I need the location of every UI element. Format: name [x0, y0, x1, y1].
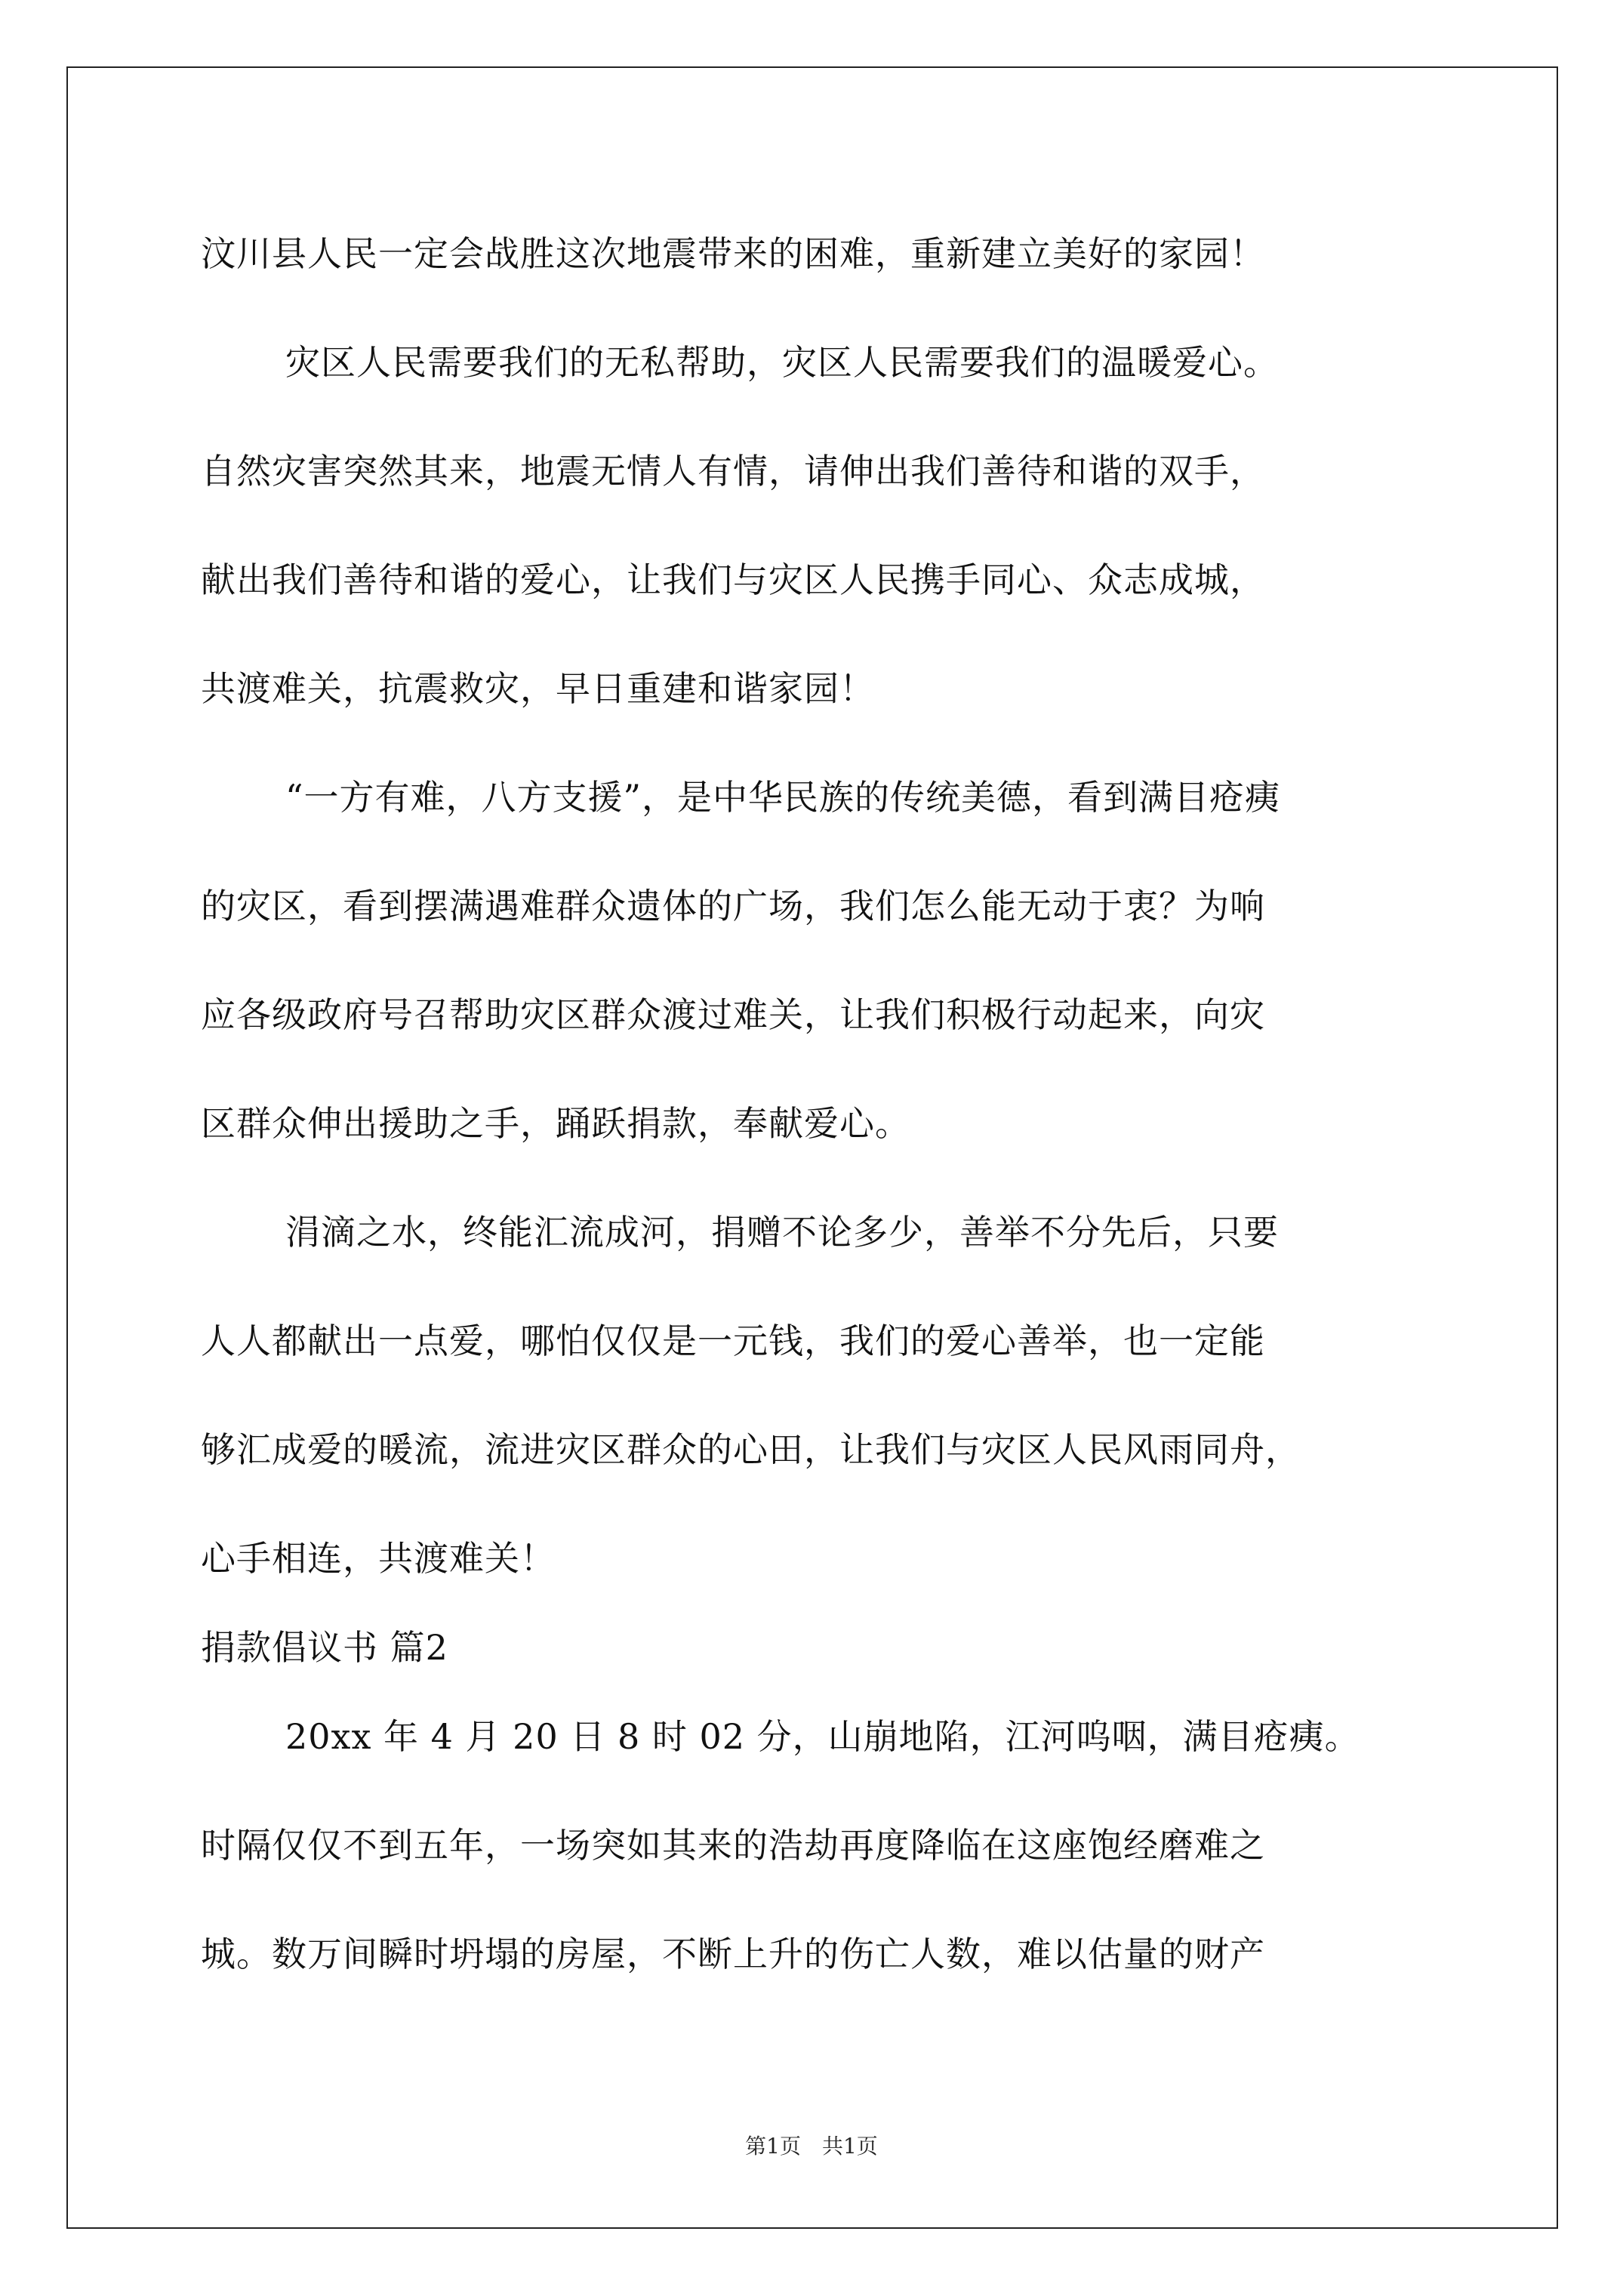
- text-line: 区群众伸出援助之手，踊跃捐款，奉献爱心。: [201, 1103, 910, 1144]
- text-line: 汶川县人民一定会战胜这次地震带来的困难，重新建立美好的家园！: [201, 233, 1265, 274]
- text-line: 献出我们善待和谐的爱心，让我们与灾区人民携手同心、众志成城，: [201, 559, 1265, 600]
- text-line: 城。数万间瞬时坍塌的房屋，不断上升的伤亡人数，难以估量的财产: [201, 1934, 1265, 1974]
- text-line: 够汇成爱的暖流，流进灾区群众的心田，让我们与灾区人民风雨同舟，: [201, 1429, 1301, 1470]
- page-border: [66, 66, 1558, 2229]
- page-footer: 第1页 共1页: [745, 2134, 878, 2159]
- section-heading: 捐款倡议书 篇2: [201, 1627, 448, 1668]
- text-line: 心手相连，共渡难关！: [201, 1538, 556, 1579]
- text-line: 灾区人民需要我们的无私帮助，灾区人民需要我们的温暖爱心。: [285, 342, 1279, 383]
- text-line: 的灾区，看到摆满遇难群众遗体的广场，我们怎么能无动于衷？为响: [201, 886, 1265, 926]
- text-line: 涓滴之水，终能汇流成河，捐赠不论多少，善举不分先后，只要: [285, 1212, 1279, 1253]
- text-line: “一方有难，八方支援”，是中华民族的传统美德，看到满目疮痍: [285, 777, 1281, 818]
- text-line: 共渡难关，抗震救灾，早日重建和谐家园！: [201, 668, 875, 709]
- text-line: 时隔仅仅不到五年，一场突如其来的浩劫再度降临在这座饱经磨难之: [201, 1825, 1265, 1866]
- text-line: 自然灾害突然其来，地震无情人有情，请伸出我们善待和谐的双手，: [201, 451, 1265, 492]
- text-line: 20xx 年 4 月 20 日 8 时 02 分，山崩地陷，江河呜咽，满目疮痍。: [285, 1716, 1360, 1757]
- text-line: 人人都献出一点爱，哪怕仅仅是一元钱，我们的爱心善举，也一定能: [201, 1321, 1265, 1361]
- text-line: 应各级政府号召帮助灾区群众渡过难关，让我们积极行动起来，向灾: [201, 994, 1265, 1035]
